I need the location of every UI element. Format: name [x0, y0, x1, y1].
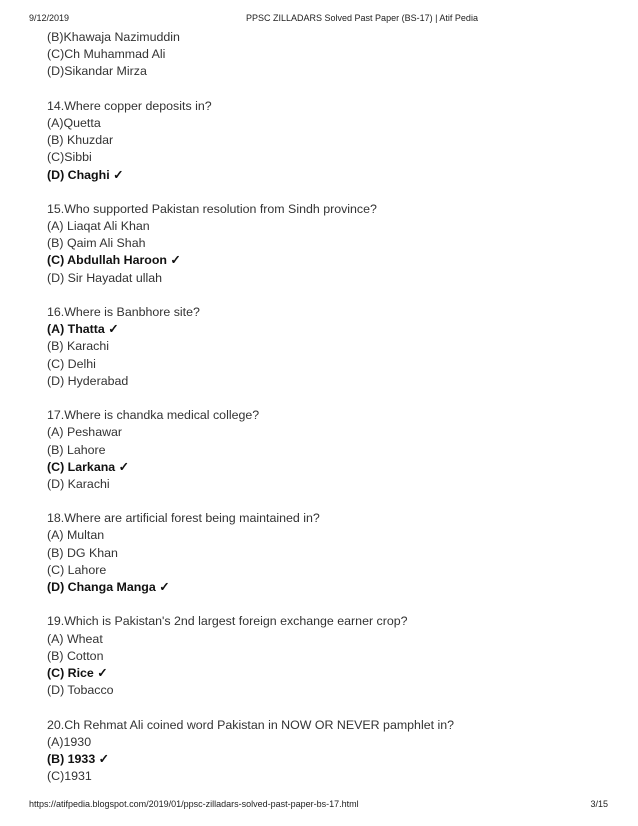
question-block-14: [47, 98, 607, 184]
option-line: (B) Karachi: [47, 339, 109, 354]
option-line: (D)Sikandar Mirza: [47, 64, 147, 79]
option-line: (C)Ch Muhammad Ali: [47, 47, 166, 62]
correct-option-line: (C) Rice ✓: [47, 665, 108, 680]
option-line: (B) DG Khan: [47, 545, 118, 560]
header-date: 9/12/2019: [29, 13, 70, 23]
question-block-19: [47, 613, 607, 699]
option-line: (A)Quetta: [47, 115, 101, 130]
option-line: (C)1931: [47, 769, 92, 784]
option-line: (D) Tobacco: [47, 683, 114, 698]
option-line: (A) Liaqat Ali Khan: [47, 219, 150, 234]
option-line: (D) Hyderabad: [47, 373, 129, 388]
option-line: (C) Lahore: [47, 562, 107, 577]
question-text: 20.Ch Rehmat Ali coined word Pakistan in NOW OR NEVER pamphlet in?: [47, 717, 455, 732]
correct-option-line: (D) Chaghi ✓: [47, 167, 124, 182]
option-line: (D) Sir Hayadat ullah: [47, 270, 163, 285]
question-text: 17.Where is chandka medical college?: [47, 408, 260, 423]
question-text: 16.Where is Banbhore site?: [47, 305, 200, 319]
option-line: (B) Cotton: [47, 648, 104, 663]
option-line: (A) Wheat: [47, 631, 103, 646]
option-line: (D) Karachi: [47, 476, 110, 491]
correct-option-line: (C) Larkana ✓: [47, 459, 129, 474]
option-line: (B) Khuzdar: [47, 133, 114, 148]
option-line: (B) Lahore: [47, 442, 106, 457]
question-block-15: [47, 201, 607, 287]
header-title: PPSC ZILLADARS Solved Past Paper (BS-17) | Atif Pedia: [246, 13, 478, 23]
correct-option-line: (B) 1933 ✓: [47, 751, 110, 766]
option-line: (B)Khawaja Nazimuddin: [47, 30, 180, 44]
question-block-20: [47, 717, 607, 786]
option-line: (A)1930: [47, 734, 92, 749]
option-line: (C)Sibbi: [47, 150, 92, 165]
correct-option-line: (C) Abdullah Haroon ✓: [47, 253, 181, 268]
question-block-16: [47, 304, 607, 390]
page-footer: [0, 799, 638, 813]
footer-url: https://atifpedia.blogspot.com/2019/01/ppsc-zilladars-solved-past-paper-bs-17.html: [29, 799, 359, 809]
question-text: 15.Who supported Pakistan resolution from Sindh province?: [47, 201, 377, 216]
correct-option-line: (A) Thatta ✓: [47, 322, 119, 337]
page-number: 3/15: [590, 799, 608, 809]
option-line: (A) Multan: [47, 528, 105, 543]
correct-option-line: (D) Changa Manga ✓: [47, 580, 170, 594]
question-block-18: [47, 510, 607, 596]
question-text: 14.Where copper deposits in?: [47, 98, 212, 113]
option-line: (B) Qaim Ali Shah: [47, 236, 146, 251]
option-line: (C) Delhi: [47, 356, 96, 371]
option-line: (A) Peshawar: [47, 425, 123, 440]
question-text: 19.Which is Pakistan's 2nd largest foreign exchange earner crop?: [47, 614, 408, 629]
question-text: 18.Where are artificial forest being maintained in?: [47, 511, 320, 526]
question-block-17: [47, 407, 607, 493]
page-header: [0, 13, 638, 27]
document-body: [47, 29, 607, 785]
